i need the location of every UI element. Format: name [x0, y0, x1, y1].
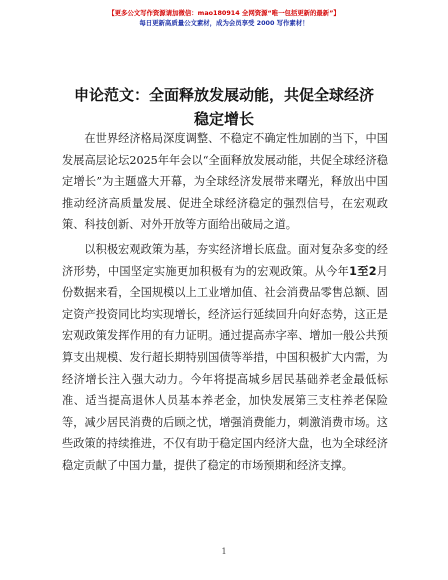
paragraph-macro-policy [62, 239, 388, 477]
title-line-1: 申论范文：全面释放发展动能，共促全球经济 [73, 86, 374, 104]
paragraph-macro-policy-text-2: 月份数据来看，全国规模以上工业增加值、社会消费品零售总额、固定资产投资同比均实现增长，经济运行延续回升向好态势，这正是宏观政策发挥作用的有力证明。通过提高赤字率、增加一般公共预算支出规模、发行超长期特别国债等举措，中国积极扩大内需，为经济增长注入强大动力。今年将提高城乡居民基础养老金最低标准、适当提高退休人员基本养老金，加快发展第三支柱养老保险等，减少居民消费的后顾之忧，增强消费能力，刺激消费市场。这些政策的持续推进，不仅有助于稳定国内经济大盘，也为全球经济稳定贡献了中国力量，提供了稳定的市场预期和经济支撑。 [62, 264, 388, 472]
title-line-2: 稳定增长 [193, 110, 254, 128]
document-title [40, 83, 408, 131]
month-range: 1至2 [349, 264, 377, 278]
document-body [62, 128, 388, 480]
promo-banner-line-2: 每日更新高质量公文素材，成为会员享受 2000 写作素材！ [139, 19, 309, 27]
paragraph-intro: 在世界经济格局深度调整、不稳定不确定性加剧的当下，中国发展高层论坛2025年年会以“全面释放发展动能，共促全球经济稳定增长”为主题盛大开幕，为全球经济发展带来曙光，释放出中国推动经济高质量发展、促进全球经济稳定的强烈信号，在宏观政策、科技创新、对外开放等方面给出破局之道。 [62, 132, 388, 232]
paragraph-macro-policy-text-1: 以积极宏观政策为基，夯实经济增长底盘。面对复杂多变的经济形势，中国坚定实施更加积极有为的宏观政策。从今年 [62, 242, 388, 278]
promo-banner-line-1: 【更多公文写作资源请加微信：mao180914 全网资源“唯一包括更新的最新”】 [108, 9, 340, 17]
page-number: 1 [221, 547, 227, 556]
